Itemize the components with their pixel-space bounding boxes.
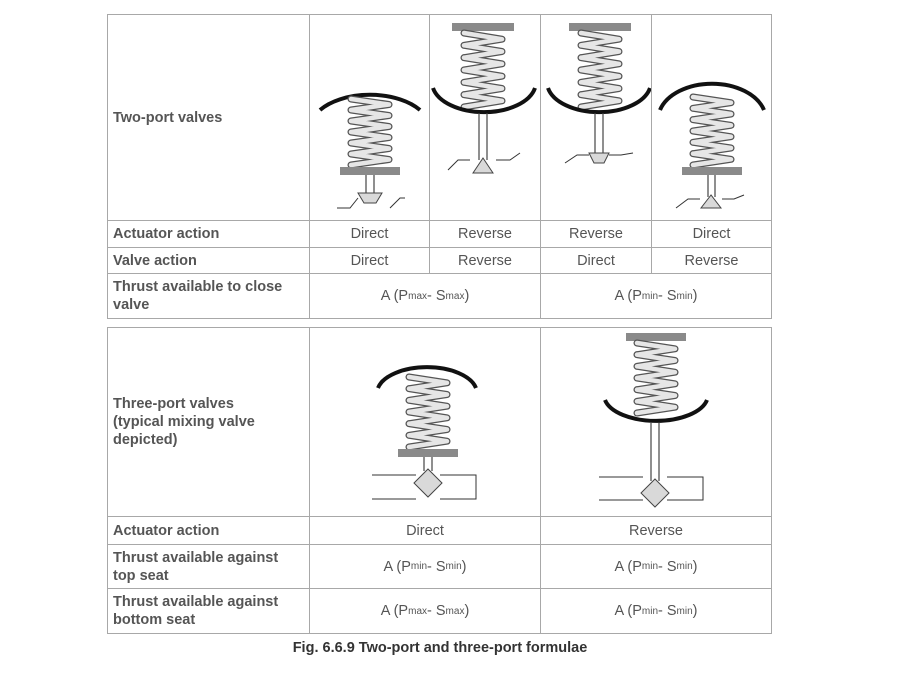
spring-plate [452, 23, 514, 31]
spring-icon [637, 343, 675, 413]
two-port-valve-value: Direct [350, 252, 389, 269]
three-port-reverse-diagram [541, 328, 772, 516]
two-port-valve-action-label: Valve action [113, 252, 197, 269]
spring-plate [569, 23, 631, 31]
spring-icon [351, 99, 389, 165]
two-port-thrust-close-label: Thrust available to close valve [113, 279, 283, 313]
two-port-valve-value: Reverse [684, 252, 739, 269]
spring-plate [340, 167, 400, 175]
three-port-thrust-top-formula: A (P min - S min ) [614, 558, 698, 575]
valve-plug [473, 158, 493, 173]
valve-plug [414, 469, 442, 497]
two-port-thrust-formula: A (P min - S min ) [614, 288, 698, 304]
three-port-table [107, 327, 772, 634]
two-port-actuator-value: Direct [692, 226, 731, 242]
two-port-direct-direct-diagram [310, 15, 429, 220]
three-port-direct-diagram [310, 328, 540, 516]
two-port-actuator-value: Direct [350, 226, 389, 242]
three-port-thrust-top-label: Thrust available against top seat [113, 549, 279, 584]
spring-icon [693, 97, 731, 165]
spring-plate [626, 333, 686, 341]
three-port-thrust-bottom-formula: A (P max - S max ) [380, 603, 470, 619]
spring-plate [682, 167, 742, 175]
three-port-actuator-value: Reverse [629, 522, 683, 539]
three-port-thrust-bottom-formula: A (P min - S min ) [614, 603, 698, 619]
valve-plug [589, 153, 609, 163]
spring-icon [409, 377, 447, 447]
three-port-thrust-top-formula: A (P min - S min ) [383, 558, 467, 575]
two-port-actuator-value: Reverse [569, 226, 623, 242]
valve-plug [701, 195, 721, 208]
three-port-actuator-value: Direct [406, 522, 444, 539]
two-port-valve-value: Direct [577, 252, 615, 269]
two-port-reverse-reverse-diagram [430, 15, 540, 220]
three-port-actuator-action-label: Actuator action [113, 522, 220, 539]
two-port-header: Two-port valves [113, 109, 223, 126]
two-port-direct-reverse-diagram [652, 15, 772, 220]
three-port-thrust-bottom-label: Thrust available against bottom seat [113, 594, 279, 628]
two-port-thrust-formula: A (P max - S max ) [380, 288, 470, 304]
figure-caption: Fig. 6.6.9 Two-port and three-port formulae [292, 640, 588, 656]
two-port-reverse-direct-diagram [541, 15, 651, 220]
two-port-valve-value: Reverse [458, 252, 512, 269]
valve-plug [358, 193, 382, 203]
valve-plug [641, 479, 669, 507]
spring-icon [464, 33, 502, 107]
two-port-table [107, 14, 772, 319]
two-port-actuator-action-label: Actuator action [113, 226, 220, 242]
spring-plate [398, 449, 458, 457]
three-port-header: Three-port valves (typical mixing valve depicted) [113, 396, 255, 448]
two-port-actuator-value: Reverse [458, 226, 512, 242]
spring-icon [581, 33, 619, 107]
